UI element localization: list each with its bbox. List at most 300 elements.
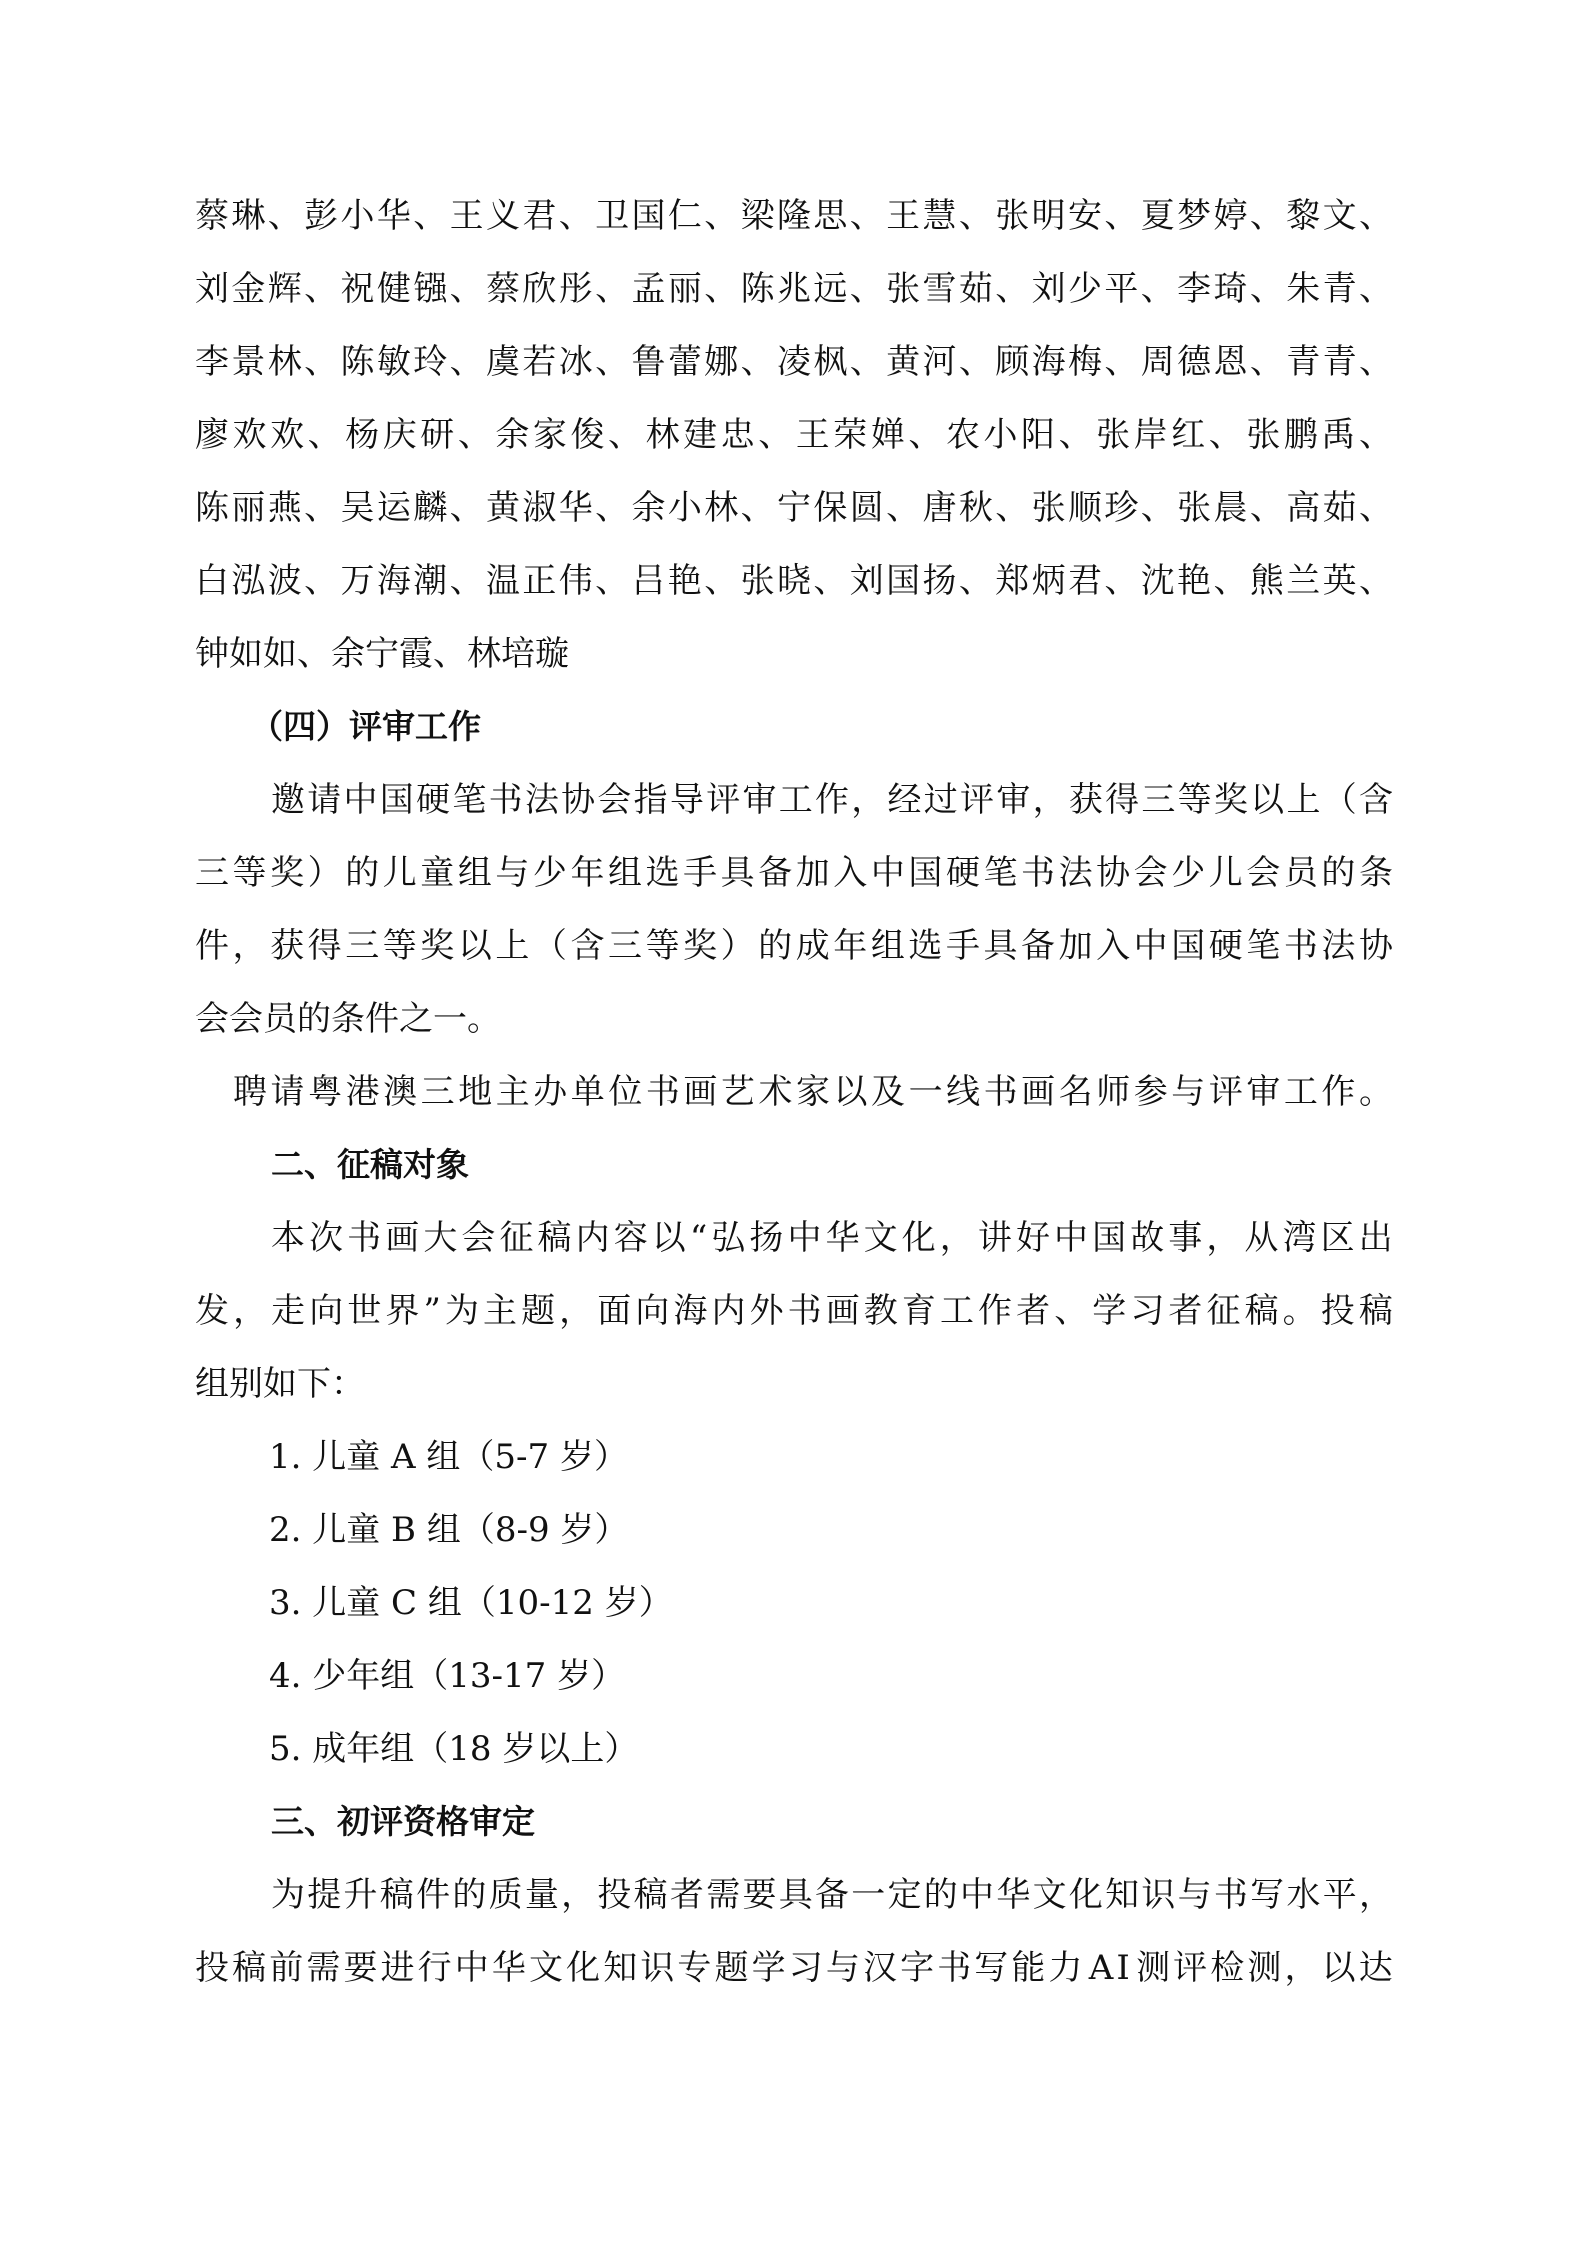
glyph: 、 [958, 196, 993, 236]
glyph: 员 [1283, 853, 1318, 893]
glyph: 荣 [833, 415, 868, 455]
glyph: 选 [908, 926, 943, 966]
glyph: 蔡 [486, 269, 520, 309]
glyph: 凌 [777, 342, 811, 382]
paragraph-line-text: 会会员的条件之一。 [195, 999, 501, 1039]
glyph: 组 [608, 853, 643, 893]
glyph: 协 [561, 780, 596, 820]
glyph: 知 [603, 1948, 638, 1988]
glyph: 兰 [1286, 561, 1321, 601]
glyph: 、 [958, 342, 993, 382]
names-line [195, 342, 1393, 415]
glyph: 得 [1105, 780, 1140, 820]
glyph: 湾 [1282, 1218, 1317, 1258]
glyph: ， [939, 1218, 974, 1258]
glyph: 张 [1031, 488, 1066, 528]
glyph: 画 [683, 1072, 718, 1112]
glyph: 内 [711, 1291, 746, 1331]
paragraph-line-text [195, 853, 1393, 893]
glyph: ， [561, 1875, 596, 1915]
glyph: 敏 [376, 342, 411, 382]
glyph: 、 [304, 269, 339, 309]
glyph: 会 [1246, 853, 1281, 893]
section-heading [195, 1145, 1393, 1218]
glyph: 作 [814, 780, 849, 820]
glyph: 、 [449, 269, 484, 309]
glyph: 丽 [667, 269, 702, 309]
group-list-item-text: 5. 成年组（18 岁以上） [269, 1729, 639, 1769]
section-heading-text: 三、初评资格审定 [271, 1802, 535, 1841]
glyph: 汉 [862, 1948, 897, 1988]
glyph: 定 [887, 1875, 922, 1915]
glyph: 黄 [886, 342, 921, 382]
glyph: 稿 [537, 1218, 572, 1258]
glyph: 余 [495, 415, 530, 455]
glyph: 线 [946, 1072, 981, 1112]
glyph: 画 [1021, 1072, 1056, 1112]
glyph: 波 [267, 561, 302, 601]
glyph: 需 [306, 1948, 341, 1988]
glyph: 化 [1068, 1875, 1103, 1915]
glyph: 鹏 [1283, 415, 1318, 455]
glyph: 稿 [1358, 1291, 1393, 1331]
glyph: 农 [945, 415, 980, 455]
glyph: 小 [983, 415, 1018, 455]
names-line [195, 196, 1393, 269]
glyph: 教 [863, 1291, 898, 1331]
glyph: 向 [309, 1291, 344, 1331]
glyph: 欢 [232, 415, 267, 455]
glyph: 投 [195, 1948, 229, 1988]
paragraph-line [195, 1291, 1393, 1364]
section-qualification [195, 1802, 1393, 2021]
glyph: 字 [900, 1948, 935, 1988]
glyph: 为 [271, 1875, 305, 1915]
glyph: 质 [488, 1875, 523, 1915]
glyph: 向 [635, 1291, 670, 1331]
glyph: 国 [908, 853, 943, 893]
glyph: 婵 [870, 415, 905, 455]
glyph: 题 [521, 1291, 556, 1331]
glyph: 备 [814, 1875, 849, 1915]
glyph: 三 [1141, 780, 1176, 820]
glyph: 雪 [922, 269, 957, 309]
glyph: ， [1284, 1948, 1319, 1988]
glyph: 青 [1322, 342, 1357, 382]
glyph: 吴 [340, 488, 375, 528]
glyph: 、 [595, 269, 630, 309]
glyph: 评 [1208, 1072, 1243, 1112]
names-line-text [195, 342, 1393, 382]
glyph: 等 [382, 926, 417, 966]
glyph: 青 [1322, 269, 1357, 309]
glyph: 故 [1130, 1218, 1165, 1258]
glyph: 万 [340, 561, 375, 601]
glyph: 潮 [413, 561, 448, 601]
glyph: 行 [417, 1948, 452, 1988]
glyph: 中 [343, 780, 378, 820]
glyph: 梅 [1068, 342, 1102, 382]
glyph: 顾 [995, 342, 1030, 382]
glyph: 笔 [983, 853, 1018, 893]
names-line-text [195, 488, 1393, 528]
glyph: 张 [1096, 415, 1131, 455]
glyph: 习 [788, 1948, 823, 1988]
glyph: 海 [1031, 342, 1066, 382]
glyph: 王 [795, 415, 830, 455]
glyph: 枫 [813, 342, 848, 382]
glyph: I [1116, 1948, 1130, 1988]
glyph: 出 [1358, 1218, 1393, 1258]
names-line [195, 488, 1393, 561]
glyph: 工 [939, 1291, 974, 1331]
glyph: 、 [449, 488, 484, 528]
glyph: 稿 [633, 1875, 668, 1915]
glyph: 景 [231, 342, 266, 382]
glyph: （ [1322, 780, 1357, 820]
glyph: 区 [1320, 1218, 1355, 1258]
glyph: 组 [457, 853, 492, 893]
glyph: 好 [1015, 1218, 1050, 1258]
glyph: 国 [379, 780, 414, 820]
glyph: 硬 [1208, 926, 1243, 966]
paragraph-line-text [271, 780, 1393, 820]
names-line-text: 钟如如、余宁霞、林培璇 [195, 634, 569, 674]
glyph: 夏 [1140, 196, 1175, 236]
glyph: 的 [1321, 853, 1356, 893]
glyph: 欣 [522, 269, 557, 309]
glyph: 家 [795, 1072, 830, 1112]
glyph: 化 [901, 1218, 936, 1258]
paragraph-line-text [233, 1072, 1393, 1112]
glyph: 书 [1213, 1875, 1248, 1915]
glyph: 办 [533, 1072, 568, 1112]
glyph: 禹 [1321, 415, 1356, 455]
glyph: 稿 [379, 1875, 414, 1915]
glyph: 条 [1358, 853, 1393, 893]
group-list-item-text: 4. 少年组（13-17 岁） [269, 1656, 626, 1696]
glyph: 书 [1283, 926, 1318, 966]
glyph: 李 [195, 342, 229, 382]
glyph: 宁 [777, 488, 811, 528]
glyph: 入 [833, 853, 868, 893]
glyph: 、 [1104, 196, 1139, 236]
glyph: 张 [995, 196, 1030, 236]
paragraph-line [195, 1072, 1431, 1145]
names-line [195, 561, 1393, 634]
paragraph-line [195, 1364, 1393, 1437]
glyph: 文 [863, 1218, 898, 1258]
glyph: 画 [825, 1291, 860, 1331]
glyph: 玲 [413, 342, 448, 382]
glyph: 英 [1322, 561, 1357, 601]
glyph: 、 [304, 561, 339, 601]
glyph: 鲁 [631, 342, 666, 382]
glyph: 李 [1177, 269, 1212, 309]
glyph: 习 [1130, 1291, 1165, 1331]
glyph: 者 [669, 1875, 704, 1915]
glyph: 陈 [195, 488, 229, 528]
glyph: 以 [1250, 780, 1285, 820]
section-heading-text: （四）评审工作 [250, 707, 481, 746]
glyph: 育 [901, 1291, 936, 1331]
glyph: ， [232, 926, 267, 966]
glyph: 为 [444, 1291, 479, 1331]
glyph: ， [233, 1291, 268, 1331]
glyph: 书 [488, 780, 523, 820]
glyph: 、 [1058, 415, 1093, 455]
glyph: 以 [457, 926, 492, 966]
glyph: 含 [1358, 780, 1393, 820]
paragraph-line-text [195, 1291, 1393, 1331]
glyph: 量 [524, 1875, 559, 1915]
section-heading [195, 707, 1393, 780]
glyph: 硬 [945, 853, 980, 893]
glyph: 的 [345, 853, 380, 893]
glyph: 海 [673, 1291, 708, 1331]
glyph: 名 [1058, 1072, 1093, 1112]
glyph: 的 [452, 1875, 487, 1915]
glyph: 张 [740, 561, 775, 601]
glyph: 工 [1283, 1072, 1318, 1112]
glyph: 、 [1359, 342, 1393, 382]
glyph: 入 [1096, 926, 1131, 966]
glyph: 加 [1058, 926, 1093, 966]
glyph: 世 [347, 1291, 382, 1331]
glyph: 以 [651, 1218, 686, 1258]
glyph: 孟 [631, 269, 666, 309]
glyph: 周 [1140, 342, 1175, 382]
glyph: ） [307, 853, 342, 893]
glyph: 华 [825, 1218, 860, 1258]
glyph: 要 [742, 1875, 777, 1915]
glyph: 儿 [382, 853, 417, 893]
glyph: 请 [270, 1072, 305, 1112]
glyph: 淑 [522, 488, 557, 528]
glyph: 、 [886, 488, 921, 528]
glyph: 组 [870, 926, 905, 966]
paragraph-line [195, 1875, 1469, 1948]
glyph: 兆 [777, 269, 811, 309]
glyph: 奖 [683, 926, 718, 966]
glyph: 华 [558, 488, 593, 528]
glyph: 君 [522, 196, 557, 236]
glyph: 中 [870, 853, 905, 893]
glyph: 手 [945, 926, 980, 966]
paragraph-line-text: 组别如下： [195, 1364, 365, 1404]
glyph: 艺 [720, 1072, 755, 1112]
glyph: 上 [1286, 780, 1321, 820]
glyph: 、 [908, 415, 943, 455]
paragraph-line [195, 999, 1393, 1072]
glyph: 事 [1168, 1218, 1203, 1258]
glyph: 与 [495, 853, 530, 893]
glyph: 选 [645, 853, 680, 893]
glyph: 地 [458, 1072, 493, 1112]
glyph: 炳 [1031, 561, 1066, 601]
glyph: 少 [532, 853, 567, 893]
group-list-item [195, 1583, 1393, 1656]
glyph: 等 [645, 926, 680, 966]
glyph: 卫 [595, 196, 630, 236]
glyph: 思 [813, 196, 848, 236]
glyph: 中 [960, 1875, 995, 1915]
glyph: 欢 [270, 415, 305, 455]
paragraph-line-text [271, 1875, 1393, 1915]
glyph: 。 [1282, 1291, 1317, 1331]
glyph: 熊 [1249, 561, 1284, 601]
glyph: 协 [1096, 853, 1131, 893]
glyph: 慧 [922, 196, 957, 236]
glyph: 会 [1133, 853, 1168, 893]
glyph: 题 [714, 1948, 749, 1988]
glyph: 、 [413, 196, 448, 236]
document-page [195, 196, 1393, 2021]
glyph: ” [423, 1291, 441, 1331]
names-line-text [195, 561, 1393, 601]
glyph: 测 [1247, 1948, 1282, 1988]
glyph: 顺 [1068, 488, 1102, 528]
glyph: 粤 [308, 1072, 343, 1112]
glyph: 学 [1092, 1291, 1127, 1331]
glyph: 茹 [958, 269, 993, 309]
glyph: 、 [849, 269, 884, 309]
glyph: 测 [1136, 1948, 1171, 1988]
names-line-text [195, 415, 1393, 455]
glyph: 主 [495, 1072, 530, 1112]
glyph: 力 [1048, 1948, 1083, 1988]
glyph: 黎 [1286, 196, 1321, 236]
glyph: 的 [758, 926, 793, 966]
glyph: 童 [420, 853, 455, 893]
glyph: 、 [849, 196, 884, 236]
glyph: 沈 [1140, 561, 1175, 601]
section-review [195, 707, 1393, 1145]
glyph: 国 [1092, 1218, 1127, 1258]
glyph: 评 [1173, 1948, 1208, 1988]
glyph: 水 [1286, 1875, 1321, 1915]
glyph: 德 [1177, 342, 1212, 382]
glyph: 杨 [345, 415, 380, 455]
glyph: 中 [1133, 926, 1168, 966]
glyph: 及 [871, 1072, 906, 1112]
glyph: 三 [608, 926, 643, 966]
glyph: 虞 [486, 342, 520, 382]
glyph: 单 [570, 1072, 605, 1112]
glyph: 投 [597, 1875, 632, 1915]
glyph: 刘 [1031, 269, 1066, 309]
glyph: 手 [683, 853, 718, 893]
glyph: 、 [1208, 415, 1243, 455]
glyph: 港 [345, 1072, 380, 1112]
glyph: 刘 [195, 269, 229, 309]
glyph: 阳 [1021, 415, 1056, 455]
glyph: 林 [704, 488, 739, 528]
glyph: 华 [376, 196, 411, 236]
glyph: 、 [449, 561, 484, 601]
glyph: 燕 [267, 488, 302, 528]
glyph: 、 [995, 488, 1030, 528]
glyph: 大 [423, 1218, 458, 1258]
glyph: 要 [343, 1948, 378, 1988]
glyph: 备 [758, 853, 793, 893]
glyph: 、 [1359, 561, 1393, 601]
glyph: 琳 [231, 196, 266, 236]
glyph: 次 [309, 1218, 344, 1258]
glyph: 检 [1210, 1948, 1245, 1988]
glyph: 、 [704, 196, 739, 236]
glyph: 具 [720, 853, 755, 893]
glyph: ， [1206, 1218, 1241, 1258]
glyph: 获 [270, 926, 305, 966]
glyph: 得 [307, 926, 342, 966]
glyph: 件 [195, 926, 229, 966]
glyph: 容 [613, 1218, 648, 1258]
glyph: 邀 [271, 780, 305, 820]
glyph: 会 [597, 780, 632, 820]
glyph: 张 [886, 269, 921, 309]
glyph: 丽 [231, 488, 266, 528]
glyph: 伟 [558, 561, 593, 601]
glyph: 林 [267, 342, 302, 382]
glyph: ， [851, 780, 886, 820]
glyph: 审 [1246, 1072, 1281, 1112]
glyph: 彭 [304, 196, 339, 236]
glyph: 扬 [922, 561, 957, 601]
glyph: 作 [1321, 1072, 1356, 1112]
glyph: 温 [486, 561, 520, 601]
glyph: 、 [1140, 269, 1175, 309]
glyph: 健 [376, 269, 411, 309]
glyph: 黄 [486, 488, 520, 528]
section-submission-targets [195, 1145, 1393, 1802]
paragraph-line-text [271, 1218, 1393, 1258]
glyph: 婷 [1213, 196, 1248, 236]
glyph: 吕 [631, 561, 666, 601]
glyph: 正 [522, 561, 557, 601]
glyph: 青 [1286, 342, 1321, 382]
glyph: 儿 [1208, 853, 1243, 893]
glyph: 、 [449, 342, 484, 382]
glyph: 义 [486, 196, 520, 236]
glyph: 一 [908, 1072, 943, 1112]
glyph: 、 [304, 488, 339, 528]
glyph: 小 [667, 488, 702, 528]
group-list-item [195, 1729, 1393, 1802]
glyph: 聘 [233, 1072, 267, 1112]
glyph: 、 [1359, 196, 1393, 236]
glyph: 、 [307, 415, 342, 455]
glyph: 法 [1058, 853, 1093, 893]
glyph: 庆 [382, 415, 417, 455]
glyph: 余 [631, 488, 666, 528]
glyph: 安 [1068, 196, 1102, 236]
glyph: 小 [340, 196, 375, 236]
group-list-item [195, 1656, 1393, 1729]
glyph: 术 [758, 1072, 793, 1112]
glyph: 、 [1359, 269, 1393, 309]
glyph: 等 [1177, 780, 1212, 820]
glyph: 辉 [267, 269, 302, 309]
glyph: 祝 [340, 269, 375, 309]
glyph: 稿 [1244, 1291, 1279, 1331]
glyph: 工 [778, 780, 813, 820]
glyph: 与 [1177, 1875, 1212, 1915]
paragraph-line [195, 853, 1393, 926]
glyph: 圆 [849, 488, 884, 528]
glyph: 指 [633, 780, 668, 820]
glyph: 国 [886, 561, 921, 601]
